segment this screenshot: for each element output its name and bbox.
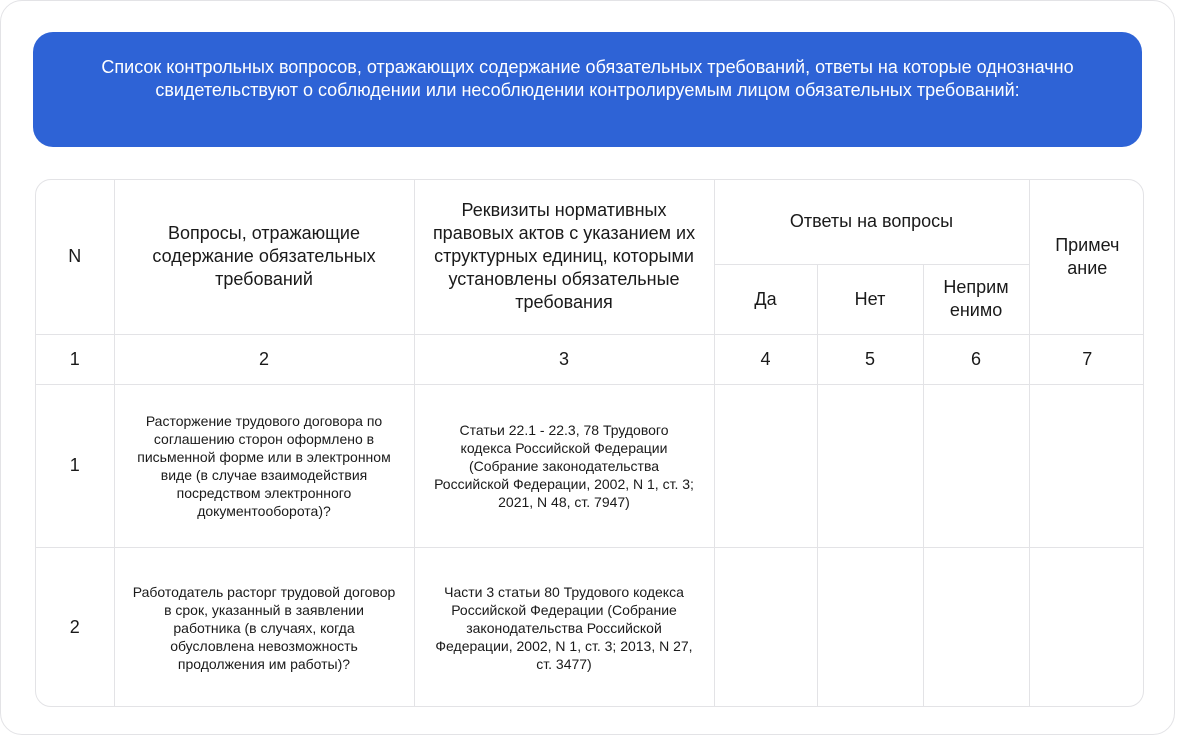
checklist-table xyxy=(36,180,1144,707)
header-answers: Ответы на вопросы xyxy=(714,180,1029,264)
header-requisites: Реквизиты нормативных правовых актов с указанием их структурных единиц, которыми установлены обязательные требования xyxy=(414,180,714,334)
column-number: 5 xyxy=(817,334,923,384)
answer-na-cell[interactable] xyxy=(923,384,1029,547)
row-question: Расторжение трудового договора по соглашению сторон оформлено в письменной форме или в электронном виде (в случае взаимодействия посредством электронного документооборота)? xyxy=(114,384,414,547)
answer-no-cell[interactable] xyxy=(817,384,923,547)
column-number: 1 xyxy=(36,334,114,384)
row-requisites: Статьи 22.1 - 22.3, 78 Трудового кодекса Российской Федерации (Собрание законодательства Российской Федерации, 2002, N 1, ст. 3; 2021, N 48, ст. 7947) xyxy=(414,384,714,547)
row-requisites: Части 3 статьи 80 Трудового кодекса Российской Федерации (Собрание законодательства Российской Федерации, 2002, N 1, ст. 3; 2013, N 27, ст. 3477) xyxy=(414,547,714,707)
row-number: 1 xyxy=(36,384,114,547)
header-note: Примеч ание xyxy=(1029,180,1144,334)
row-question: Работодатель расторг трудовой договор в срок, указанный в заявлении работника (в случаях, когда обусловлена невозможность продолжения им работы)? xyxy=(114,547,414,707)
header-n: N xyxy=(36,180,114,334)
header-no: Нет xyxy=(817,264,923,334)
table-row xyxy=(36,547,1144,707)
column-number: 2 xyxy=(114,334,414,384)
table-row xyxy=(36,384,1144,547)
checklist-title: Список контрольных вопросов, отражающих содержание обязательных требований, ответы на которые однозначно свидетельствуют о соблюдении или несоблюдении контролируемым лицом обязательных требований: xyxy=(101,57,1074,100)
column-number-row xyxy=(36,334,1144,384)
answer-na-cell[interactable] xyxy=(923,547,1029,707)
header-na: Неприм енимо xyxy=(923,264,1029,334)
column-number: 4 xyxy=(714,334,817,384)
header-yes: Да xyxy=(714,264,817,334)
note-cell[interactable] xyxy=(1029,547,1144,707)
checklist-table-wrapper xyxy=(35,179,1144,707)
answer-yes-cell[interactable] xyxy=(714,547,817,707)
column-number: 7 xyxy=(1029,334,1144,384)
column-number: 6 xyxy=(923,334,1029,384)
header-questions: Вопросы, отражающие содержание обязательных требований xyxy=(114,180,414,334)
row-number: 2 xyxy=(36,547,114,707)
answer-yes-cell[interactable] xyxy=(714,384,817,547)
checklist-title-banner xyxy=(33,32,1142,147)
note-cell[interactable] xyxy=(1029,384,1144,547)
column-number: 3 xyxy=(414,334,714,384)
answer-no-cell[interactable] xyxy=(817,547,923,707)
header-row-1 xyxy=(36,180,1144,264)
